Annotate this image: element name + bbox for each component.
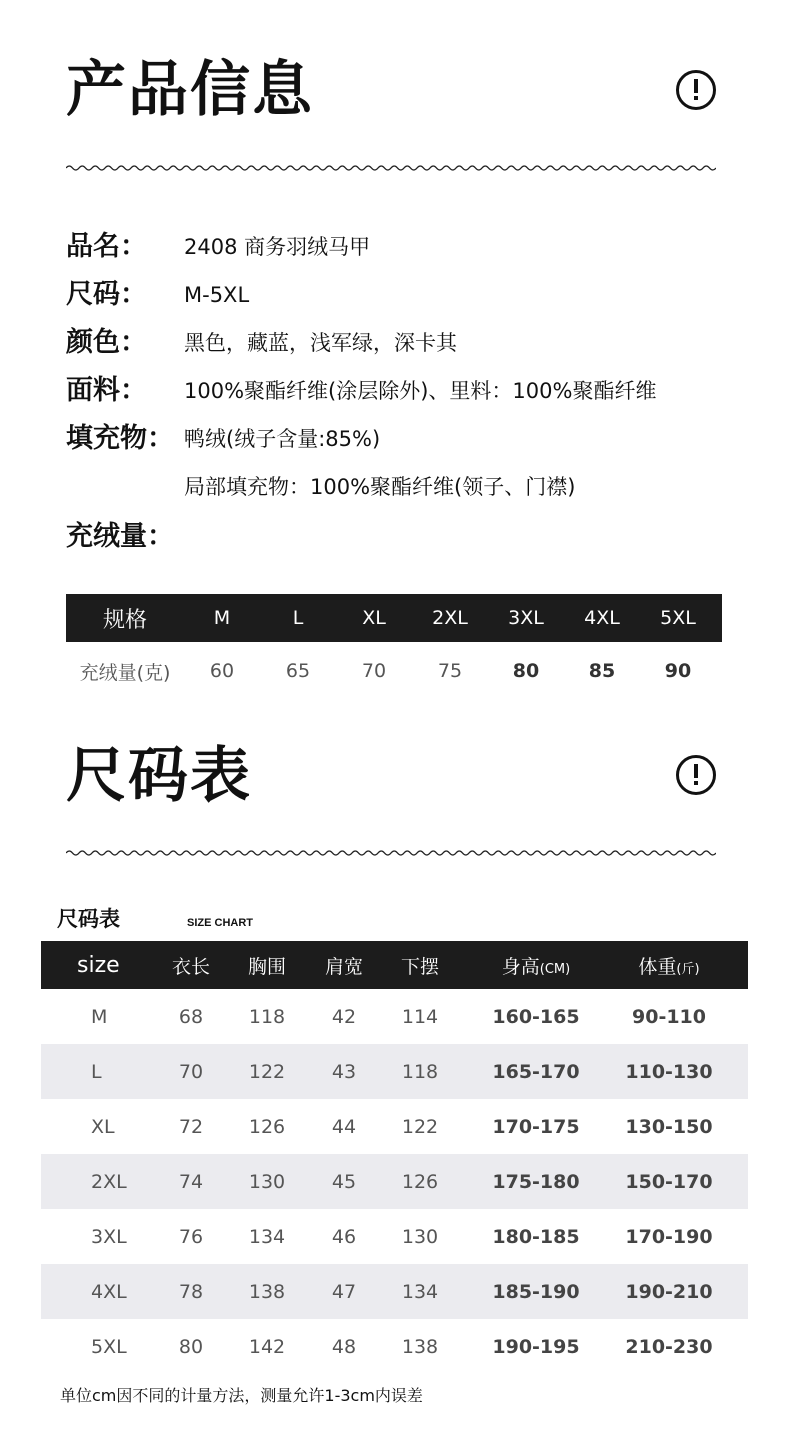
size-table <box>41 941 748 1374</box>
product-info-title: 产品信息 <box>66 55 314 125</box>
table-cell: 3XL <box>91 1225 127 1248</box>
table-cell: 165-170 <box>492 1060 580 1083</box>
table-cell: 185-190 <box>492 1280 580 1303</box>
fill-table-row <box>66 642 722 700</box>
fill-cell: 65 <box>285 660 311 682</box>
table-cell: 47 <box>331 1280 357 1303</box>
table-cell: 122 <box>401 1115 439 1138</box>
chart-heading: 尺码表 <box>57 907 120 931</box>
fill-cell: 90 <box>664 660 692 682</box>
fill-header-cell: M <box>213 607 231 629</box>
table-cell: 130-150 <box>625 1115 713 1138</box>
table-cell: 180-185 <box>492 1225 580 1248</box>
table-cell: 134 <box>401 1280 439 1303</box>
table-row <box>41 1154 748 1209</box>
header-cell: 下摆 <box>400 955 439 978</box>
table-cell: L <box>91 1060 102 1083</box>
label-color: 颜色： <box>66 327 147 358</box>
header-cell: size <box>77 952 120 978</box>
size-table-header <box>41 941 748 989</box>
table-row <box>41 989 748 1044</box>
table-cell: 138 <box>248 1280 286 1303</box>
table-row <box>41 1044 748 1099</box>
table-cell: 5XL <box>91 1335 127 1358</box>
table-cell: 46 <box>331 1225 357 1248</box>
fill-header-cell: 规格 <box>102 607 147 633</box>
table-cell: 110-130 <box>625 1060 713 1083</box>
table-cell: 48 <box>331 1335 357 1358</box>
value-filling: 鸭绒(绒子含量:85%) <box>184 427 381 451</box>
fill-amount-table <box>66 594 722 700</box>
table-cell: 175-180 <box>492 1170 580 1193</box>
header-cell: 肩宽 <box>324 955 363 978</box>
header-cell: 衣长 <box>171 955 210 978</box>
table-cell: 114 <box>401 1005 439 1028</box>
table-cell: 2XL <box>91 1170 127 1193</box>
table-row <box>41 1319 748 1374</box>
fill-cell: 60 <box>209 660 235 682</box>
table-cell: 122 <box>248 1060 286 1083</box>
fill-header-cell: 2XL <box>432 607 468 629</box>
table-cell: 74 <box>178 1170 204 1193</box>
table-cell: XL <box>91 1115 115 1138</box>
table-row <box>41 1209 748 1264</box>
table-row <box>41 1099 748 1154</box>
table-cell: 4XL <box>91 1280 127 1303</box>
wavy-divider <box>66 163 716 173</box>
table-cell: 170-190 <box>625 1225 713 1248</box>
label-size: 尺码： <box>66 279 147 310</box>
value-fabric: 100%聚酯纤维(涂层除外)、里料：100%聚酯纤维 <box>184 379 657 403</box>
table-cell: 118 <box>248 1005 286 1028</box>
table-cell: M <box>91 1005 108 1028</box>
table-cell: 118 <box>401 1060 439 1083</box>
fill-cell: 充绒量(克) <box>79 661 171 684</box>
table-cell: 90-110 <box>632 1005 706 1028</box>
table-cell: 150-170 <box>625 1170 713 1193</box>
table-cell: 78 <box>178 1280 204 1303</box>
table-cell: 142 <box>248 1335 286 1358</box>
header-cell: 身高(CM) <box>501 955 571 978</box>
label-fill-amount: 充绒量： <box>66 521 174 552</box>
fill-cell: 85 <box>588 660 616 682</box>
table-cell: 80 <box>178 1335 204 1358</box>
fill-cell: 75 <box>437 660 463 682</box>
value-size: M-5XL <box>184 283 250 307</box>
fill-cell: 80 <box>512 660 540 682</box>
fill-header-cell: L <box>292 607 304 629</box>
table-cell: 170-175 <box>492 1115 580 1138</box>
label-name: 品名： <box>66 231 147 262</box>
exclamation-circle-icon <box>676 755 716 795</box>
table-cell: 210-230 <box>625 1335 713 1358</box>
table-cell: 70 <box>178 1060 204 1083</box>
table-cell: 134 <box>248 1225 286 1248</box>
table-cell: 160-165 <box>492 1005 580 1028</box>
value-name: 2408 商务羽绒马甲 <box>184 235 371 259</box>
fill-cell: 70 <box>361 660 387 682</box>
chart-subheading: SIZE CHART <box>187 917 253 929</box>
table-cell: 76 <box>178 1225 204 1248</box>
fill-header-cell: 3XL <box>508 607 544 629</box>
exclamation-circle-icon <box>676 70 716 110</box>
table-cell: 130 <box>401 1225 439 1248</box>
fill-header-cell: 4XL <box>584 607 620 629</box>
footnote: 单位cm因不同的计量方法，测量允许1-3cm内误差 <box>60 1386 423 1405</box>
table-cell: 126 <box>401 1170 439 1193</box>
table-cell: 44 <box>331 1115 357 1138</box>
fill-header-cell: 5XL <box>660 607 696 629</box>
value-partial-filling: 局部填充物：100%聚酯纤维(领子、门襟) <box>184 475 576 499</box>
table-cell: 138 <box>401 1335 439 1358</box>
label-fabric: 面料： <box>66 375 147 406</box>
wavy-divider <box>66 848 716 858</box>
table-cell: 126 <box>248 1115 286 1138</box>
value-color: 黑色，藏蓝，浅军绿，深卡其 <box>184 331 457 355</box>
header-cell: 胸围 <box>247 955 286 978</box>
table-cell: 190-195 <box>492 1335 580 1358</box>
table-cell: 42 <box>331 1005 357 1028</box>
table-cell: 72 <box>178 1115 204 1138</box>
table-cell: 130 <box>248 1170 286 1193</box>
table-cell: 43 <box>331 1060 357 1083</box>
size-chart-title: 尺码表 <box>66 741 252 811</box>
table-row <box>41 1264 748 1319</box>
fill-header-cell: XL <box>362 607 386 629</box>
table-cell: 190-210 <box>625 1280 713 1303</box>
label-filling: 填充物： <box>66 423 174 454</box>
table-cell: 45 <box>331 1170 357 1193</box>
table-cell: 68 <box>178 1005 204 1028</box>
fill-table-header <box>66 594 722 642</box>
header-cell: 体重(斤) <box>638 955 700 978</box>
